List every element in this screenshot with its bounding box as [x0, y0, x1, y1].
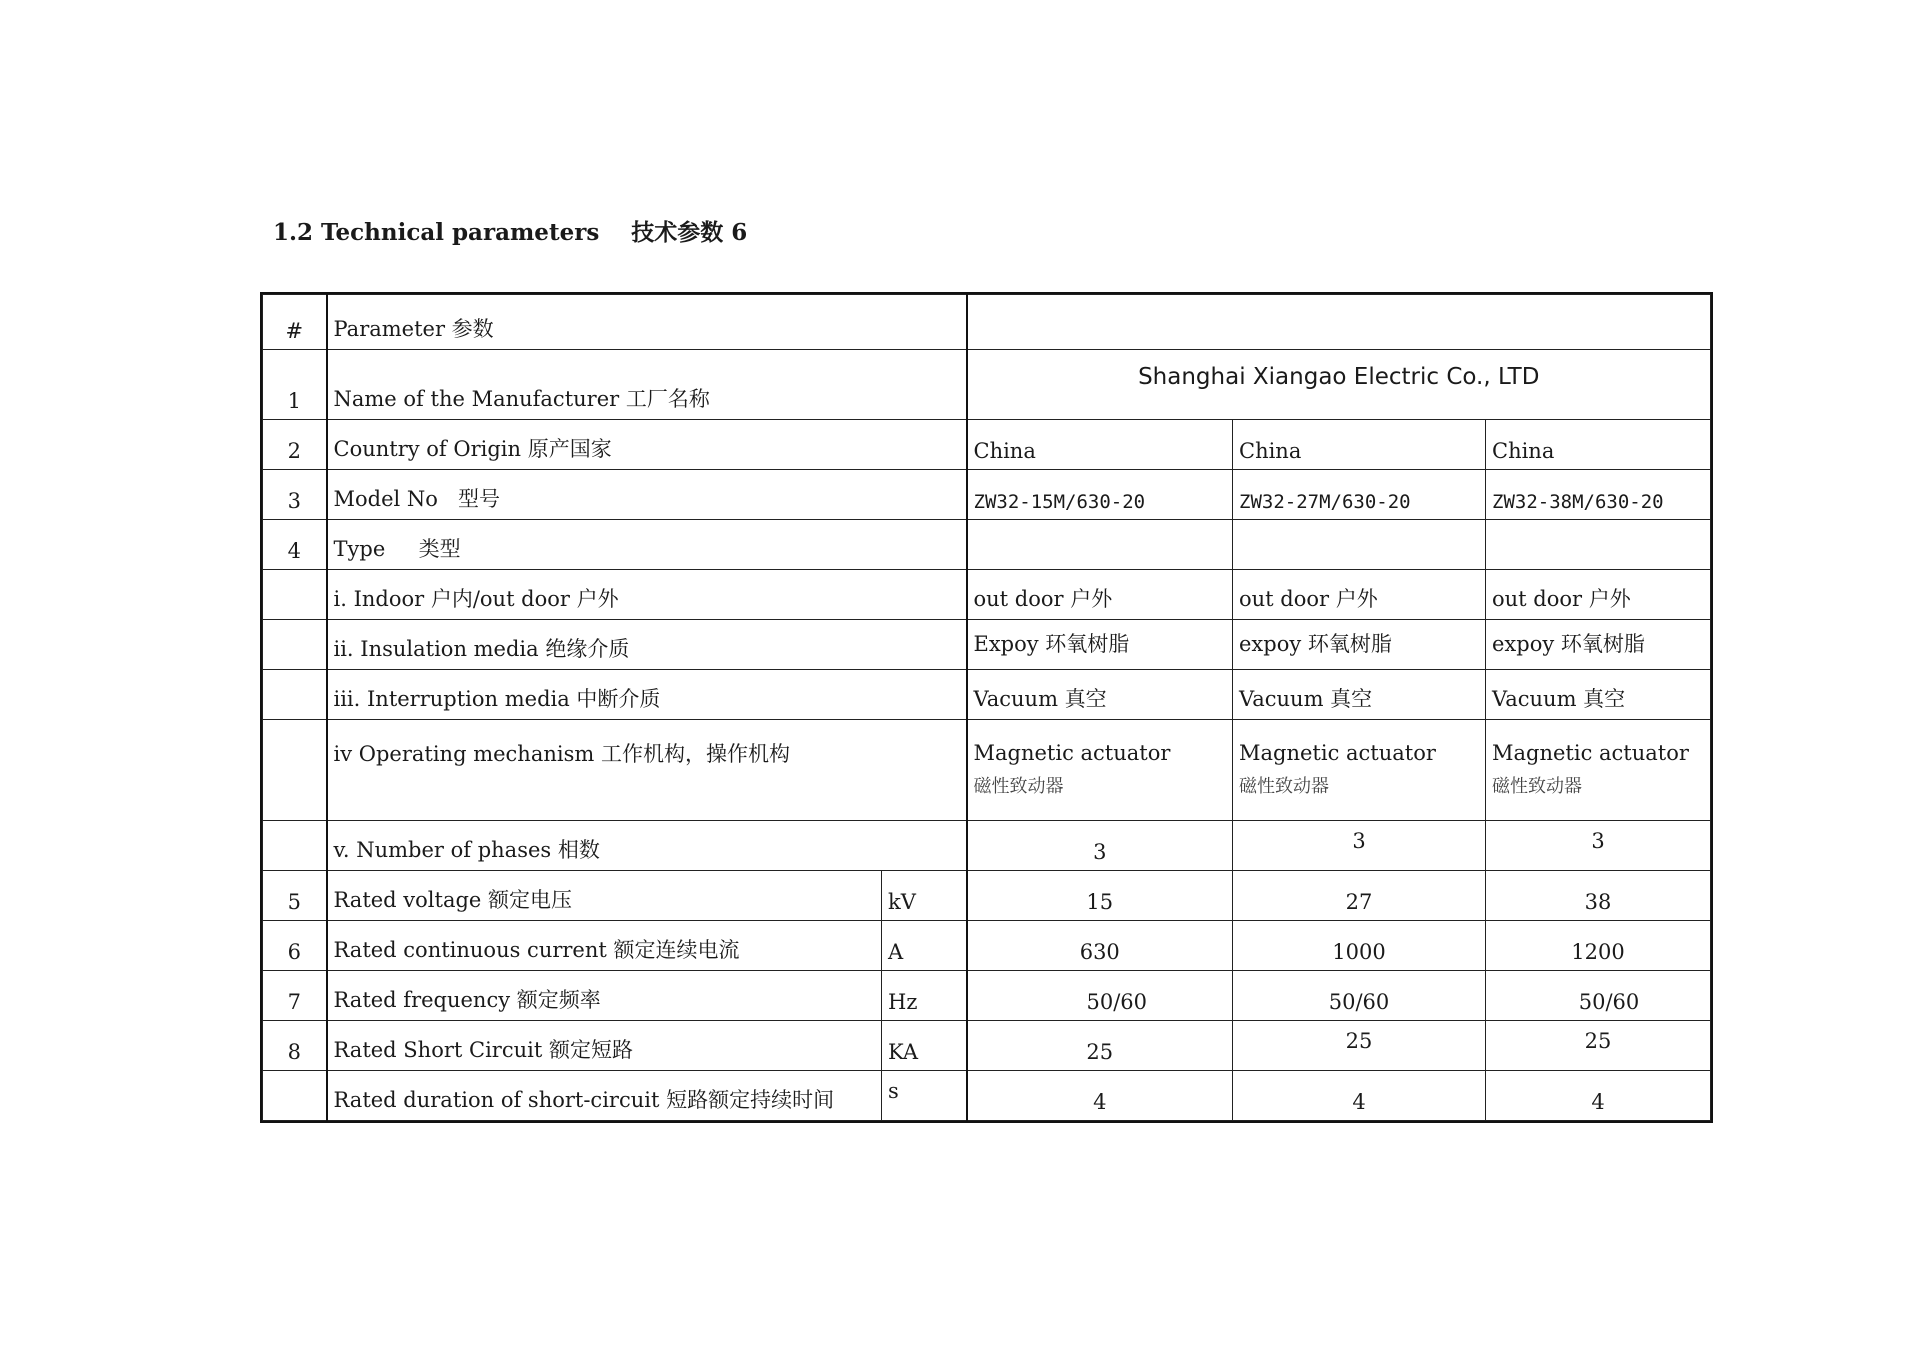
- table-row-rated: [263, 921, 1711, 971]
- header-value: [967, 295, 1711, 350]
- table-row-rated: [263, 1071, 1711, 1121]
- mechanism-en: Magnetic actuator: [1239, 741, 1436, 765]
- row-value-38kv: 3: [1486, 821, 1711, 871]
- row-number: [263, 670, 327, 720]
- row-parameter: Model No 型号: [327, 470, 967, 520]
- table-row: [263, 570, 1711, 620]
- row-value-15kv: [967, 520, 1233, 570]
- row-value-15kv: China: [967, 420, 1233, 470]
- row-value-38kv: 25: [1486, 1021, 1711, 1071]
- row-unit: s: [882, 1071, 967, 1121]
- row-value-27kv: China: [1233, 420, 1486, 470]
- mechanism-zh: 磁性致动器: [1239, 775, 1329, 797]
- row-number: 3: [263, 470, 327, 520]
- row-value-27kv: 4: [1233, 1071, 1486, 1121]
- table-row-phases: [263, 821, 1711, 871]
- row-parameter: i. Indoor 户内/out door 户外: [327, 570, 967, 620]
- row-value-15kv: ZW32-15M/630-20: [967, 470, 1233, 520]
- row-value-27kv: out door 户外: [1233, 570, 1486, 620]
- row-number: 4: [263, 520, 327, 570]
- table-header-row: [263, 295, 1711, 350]
- row-value-27kv: Vacuum 真空: [1233, 670, 1486, 720]
- row-value-27kv: 1000: [1233, 921, 1486, 971]
- row-value-15kv: 4: [967, 1071, 1233, 1121]
- table-row: [263, 520, 1711, 570]
- table-row: [263, 470, 1711, 520]
- row-value-38kv: expoy 环氧树脂: [1486, 620, 1711, 670]
- row-value-38kv: 50/60: [1486, 971, 1711, 1021]
- row-value-15kv: 3: [967, 821, 1233, 871]
- row-value-15kv: 630: [967, 921, 1233, 971]
- row-parameter: iii. Interruption media 中断介质: [327, 670, 967, 720]
- row-number: [263, 620, 327, 670]
- row-number: [263, 821, 327, 871]
- row-value-38kv: ZW32-38M/630-20: [1486, 470, 1711, 520]
- row-parameter: Rated Short Circuit 额定短路: [327, 1021, 882, 1071]
- row-value-27kv: 3: [1233, 821, 1486, 871]
- table-row: [263, 620, 1711, 670]
- section-heading: 1.2 Technical parameters 技术参数 6: [273, 219, 748, 246]
- row-number: 2: [263, 420, 327, 470]
- mechanism-zh: 磁性致动器: [1492, 775, 1582, 797]
- header-number: #: [263, 295, 327, 350]
- row-value-38kv: 4: [1486, 1071, 1711, 1121]
- table-row: [263, 670, 1711, 720]
- mechanism-zh: 磁性致动器: [973, 775, 1064, 797]
- row-unit: kV: [882, 871, 967, 921]
- row-value-38kv: out door 户外: [1486, 570, 1711, 620]
- row-number: [263, 720, 327, 821]
- row-number: 6: [263, 921, 327, 971]
- header-parameter: Parameter 参数: [327, 295, 967, 350]
- row-parameter: iv Operating mechanism 工作机构，操作机构: [327, 720, 967, 821]
- row-value-38kv: [1486, 520, 1711, 570]
- row-unit: KA: [882, 1021, 967, 1071]
- table-row-rated: [263, 971, 1711, 1021]
- row-number: 1: [263, 350, 327, 420]
- row-value-15kv: out door 户外: [967, 570, 1233, 620]
- table-row: [263, 420, 1711, 470]
- row-value-38kv: 38: [1486, 871, 1711, 921]
- row-value-15kv: [967, 720, 1233, 821]
- row-value-15kv: Expoy 环氧树脂: [967, 620, 1233, 670]
- row-value-38kv: [1486, 720, 1711, 821]
- row-number: 5: [263, 871, 327, 921]
- row-value-15kv: 15: [967, 871, 1233, 921]
- table-row-mechanism: [263, 720, 1711, 821]
- row-number: 7: [263, 971, 327, 1021]
- row-number: [263, 1071, 327, 1121]
- row-parameter: Country of Origin 原产国家: [327, 420, 967, 470]
- technical-parameters-table: [262, 294, 1711, 1121]
- table-row-rated: [263, 1021, 1711, 1071]
- row-value-38kv: 1200: [1486, 921, 1711, 971]
- row-parameter: Rated frequency 额定频率: [327, 971, 882, 1021]
- row-parameter: Rated voltage 额定电压: [327, 871, 882, 921]
- row-value-15kv: 50/60: [967, 971, 1233, 1021]
- row-parameter: Rated duration of short-circuit 短路额定持续时间: [327, 1071, 882, 1121]
- row-value-27kv: 50/60: [1233, 971, 1486, 1021]
- row-value-27kv: [1233, 520, 1486, 570]
- mechanism-en: Magnetic actuator: [1492, 741, 1689, 765]
- row-value-27kv: 27: [1233, 871, 1486, 921]
- row-parameter: ii. Insulation media 绝缘介质: [327, 620, 967, 670]
- row-unit: A: [882, 921, 967, 971]
- row-parameter: v. Number of phases 相数: [327, 821, 967, 871]
- row-value-27kv: expoy 环氧树脂: [1233, 620, 1486, 670]
- row-value-27kv: ZW32-27M/630-20: [1233, 470, 1486, 520]
- row-unit: Hz: [882, 971, 967, 1021]
- row-value-27kv: [1233, 720, 1486, 821]
- row-value-15kv: Vacuum 真空: [967, 670, 1233, 720]
- manufacturer-name: Shanghai Xiangao Electric Co., LTD: [967, 350, 1711, 420]
- row-parameter: Name of the Manufacturer 工厂名称: [327, 350, 967, 420]
- row-value-15kv: 25: [967, 1021, 1233, 1071]
- row-value-38kv: Vacuum 真空: [1486, 670, 1711, 720]
- mechanism-en: Magnetic actuator: [973, 741, 1171, 765]
- row-number: 8: [263, 1021, 327, 1071]
- table-row-rated: [263, 871, 1711, 921]
- row-value-27kv: 25: [1233, 1021, 1486, 1071]
- row-parameter: Rated continuous current 额定连续电流: [327, 921, 882, 971]
- row-value-38kv: China: [1486, 420, 1711, 470]
- row-number: [263, 570, 327, 620]
- table-row-manufacturer: [263, 350, 1711, 420]
- row-parameter: Type 类型: [327, 520, 967, 570]
